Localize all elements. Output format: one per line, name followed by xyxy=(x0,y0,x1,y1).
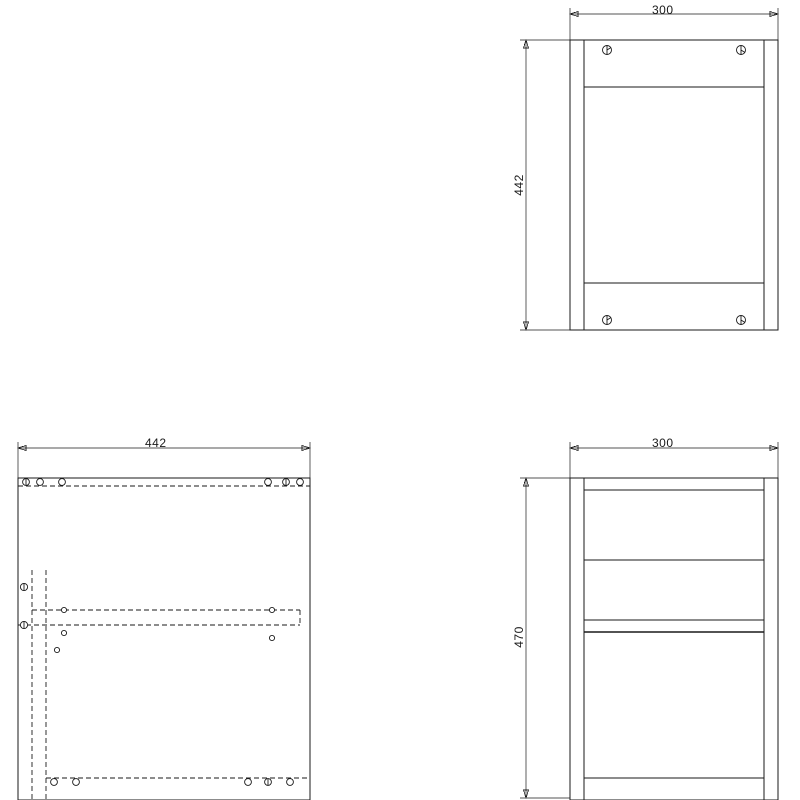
dowel-hole-icon xyxy=(283,479,290,486)
dowel-hole-icon xyxy=(265,779,272,786)
dowel-hole-icon xyxy=(59,479,66,486)
cam-fitting-icon xyxy=(20,583,27,590)
dowel-hole-icon xyxy=(73,779,80,786)
cabinet-body-outline xyxy=(570,40,778,330)
cabinet-side-outline xyxy=(18,478,310,800)
dim-label-side-width: 442 xyxy=(145,436,167,450)
rear-elevation-view xyxy=(500,420,800,800)
dowel-hole-icon xyxy=(265,479,272,486)
shelf-pin-icon xyxy=(269,635,274,640)
dowel-hole-icon xyxy=(287,779,294,786)
dim-label-rear-width: 300 xyxy=(652,436,674,450)
cam-fitting-icon xyxy=(603,46,612,55)
dowel-hole-icon xyxy=(37,479,44,486)
cam-fitting-icon xyxy=(20,621,27,628)
dim-width-300 xyxy=(570,8,778,40)
side-section-view xyxy=(0,420,340,800)
dim-height-470 xyxy=(520,478,572,798)
side-section-geometry xyxy=(0,420,340,800)
cabinet-rear-outline xyxy=(570,478,778,800)
dowel-hole-icon xyxy=(297,479,304,486)
shelf-pin-icon xyxy=(61,630,66,635)
dowel-hole-icon xyxy=(23,479,30,486)
front-elevation-geometry xyxy=(500,0,800,400)
cam-fitting-icon xyxy=(737,316,746,325)
dim-label-front-width: 300 xyxy=(652,3,674,17)
front-elevation-view xyxy=(500,0,800,400)
cam-fitting-icon xyxy=(737,46,746,55)
rear-elevation-geometry xyxy=(500,420,800,800)
shelf-pin-icon xyxy=(269,607,274,612)
dowel-hole-icon xyxy=(51,779,58,786)
dowel-hole-icon xyxy=(245,779,252,786)
dim-label-front-height: 442 xyxy=(511,174,526,196)
shelf-pin-icon xyxy=(61,607,66,612)
dim-width-300-rear xyxy=(570,442,778,478)
dim-label-rear-height: 470 xyxy=(511,626,526,648)
cam-fitting-icon xyxy=(603,316,612,325)
dim-height-442 xyxy=(520,40,572,330)
shelf-pin-icon xyxy=(54,647,59,652)
